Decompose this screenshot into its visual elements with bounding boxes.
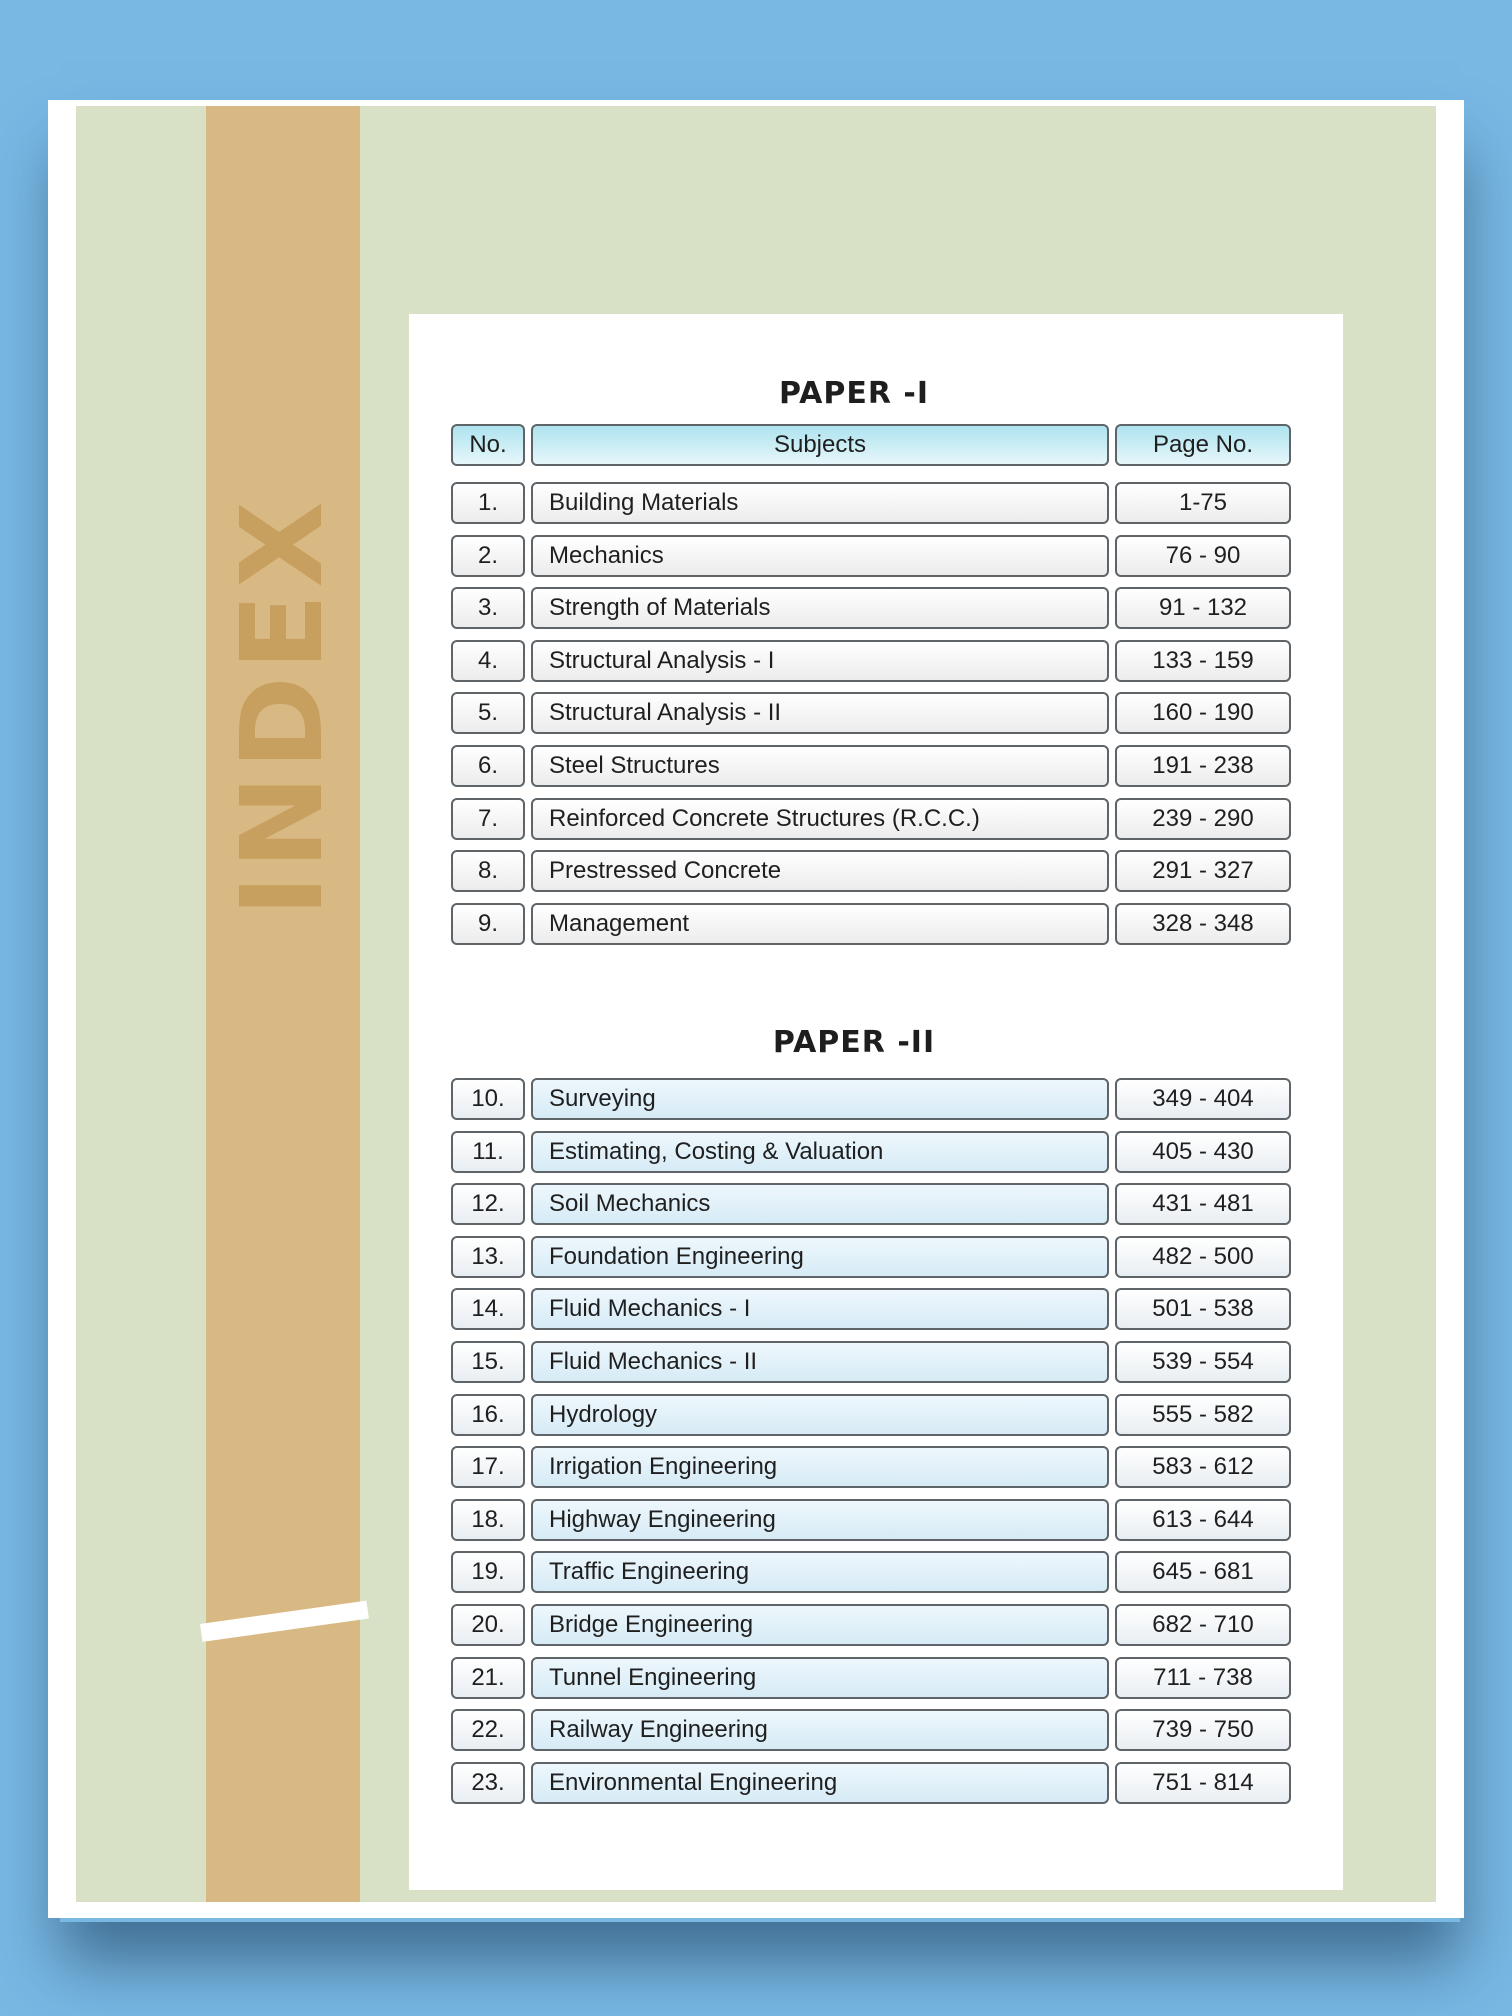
row-number: 23.: [451, 1762, 525, 1804]
row-subject: Estimating, Costing & Valuation: [531, 1131, 1109, 1173]
row-pages: 291 - 327: [1115, 850, 1291, 892]
row-subject: Building Materials: [531, 482, 1109, 524]
row-subject: Railway Engineering: [531, 1709, 1109, 1751]
row-number: 11.: [451, 1131, 525, 1173]
row-pages: 583 - 612: [1115, 1446, 1291, 1488]
row-subject: Management: [531, 903, 1109, 945]
row-subject: Bridge Engineering: [531, 1604, 1109, 1646]
row-pages: 739 - 750: [1115, 1709, 1291, 1751]
row-pages: 1-75: [1115, 482, 1291, 524]
header-no: No.: [451, 424, 525, 466]
row-subject: Steel Structures: [531, 745, 1109, 787]
row-subject: Environmental Engineering: [531, 1762, 1109, 1804]
row-number: 10.: [451, 1078, 525, 1120]
row-number: 21.: [451, 1657, 525, 1699]
row-subject: Structural Analysis - II: [531, 692, 1109, 734]
row-subject: Soil Mechanics: [531, 1183, 1109, 1225]
row-pages: 191 - 238: [1115, 745, 1291, 787]
row-subject: Fluid Mechanics - I: [531, 1288, 1109, 1330]
row-number: 19.: [451, 1551, 525, 1593]
row-subject: Mechanics: [531, 535, 1109, 577]
row-number: 17.: [451, 1446, 525, 1488]
row-pages: 239 - 290: [1115, 798, 1291, 840]
row-number: 14.: [451, 1288, 525, 1330]
row-pages: 133 - 159: [1115, 640, 1291, 682]
index-sheet: [409, 314, 1343, 1890]
row-subject: Fluid Mechanics - II: [531, 1341, 1109, 1383]
index-title-text: INDEX: [218, 495, 348, 917]
row-number: 18.: [451, 1499, 525, 1541]
row-pages: 501 - 538: [1115, 1288, 1291, 1330]
row-number: 12.: [451, 1183, 525, 1225]
row-pages: 76 - 90: [1115, 535, 1291, 577]
row-pages: 160 - 190: [1115, 692, 1291, 734]
row-pages: 328 - 348: [1115, 903, 1291, 945]
row-subject: Reinforced Concrete Structures (R.C.C.): [531, 798, 1109, 840]
paper-1-title: PAPER -I: [778, 376, 930, 411]
row-pages: 539 - 554: [1115, 1341, 1291, 1383]
row-pages: 751 - 814: [1115, 1762, 1291, 1804]
row-subject: Structural Analysis - I: [531, 640, 1109, 682]
row-subject: Highway Engineering: [531, 1499, 1109, 1541]
row-number: 15.: [451, 1341, 525, 1383]
row-number: 6.: [451, 745, 525, 787]
row-number: 5.: [451, 692, 525, 734]
row-number: 7.: [451, 798, 525, 840]
row-subject: Traffic Engineering: [531, 1551, 1109, 1593]
row-number: 16.: [451, 1394, 525, 1436]
row-subject: Hydrology: [531, 1394, 1109, 1436]
paper-2-title: PAPER -II: [772, 1025, 936, 1060]
row-subject: Foundation Engineering: [531, 1236, 1109, 1278]
row-number: 4.: [451, 640, 525, 682]
row-number: 8.: [451, 850, 525, 892]
row-number: 2.: [451, 535, 525, 577]
row-subject: Irrigation Engineering: [531, 1446, 1109, 1488]
row-subject: Tunnel Engineering: [531, 1657, 1109, 1699]
row-subject: Prestressed Concrete: [531, 850, 1109, 892]
row-pages: 682 - 710: [1115, 1604, 1291, 1646]
row-pages: 431 - 481: [1115, 1183, 1291, 1225]
row-subject: Strength of Materials: [531, 587, 1109, 629]
row-pages: 613 - 644: [1115, 1499, 1291, 1541]
row-pages: 91 - 132: [1115, 587, 1291, 629]
header-page: Page No.: [1115, 424, 1291, 466]
row-pages: 405 - 430: [1115, 1131, 1291, 1173]
book-page: [48, 100, 1464, 1918]
row-number: 9.: [451, 903, 525, 945]
row-number: 3.: [451, 587, 525, 629]
row-number: 1.: [451, 482, 525, 524]
row-pages: 645 - 681: [1115, 1551, 1291, 1593]
row-pages: 555 - 582: [1115, 1394, 1291, 1436]
row-subject: Surveying: [531, 1078, 1109, 1120]
row-number: 20.: [451, 1604, 525, 1646]
row-pages: 482 - 500: [1115, 1236, 1291, 1278]
row-number: 22.: [451, 1709, 525, 1751]
row-pages: 349 - 404: [1115, 1078, 1291, 1120]
header-subjects: Subjects: [531, 424, 1109, 466]
row-number: 13.: [451, 1236, 525, 1278]
row-pages: 711 - 738: [1115, 1657, 1291, 1699]
